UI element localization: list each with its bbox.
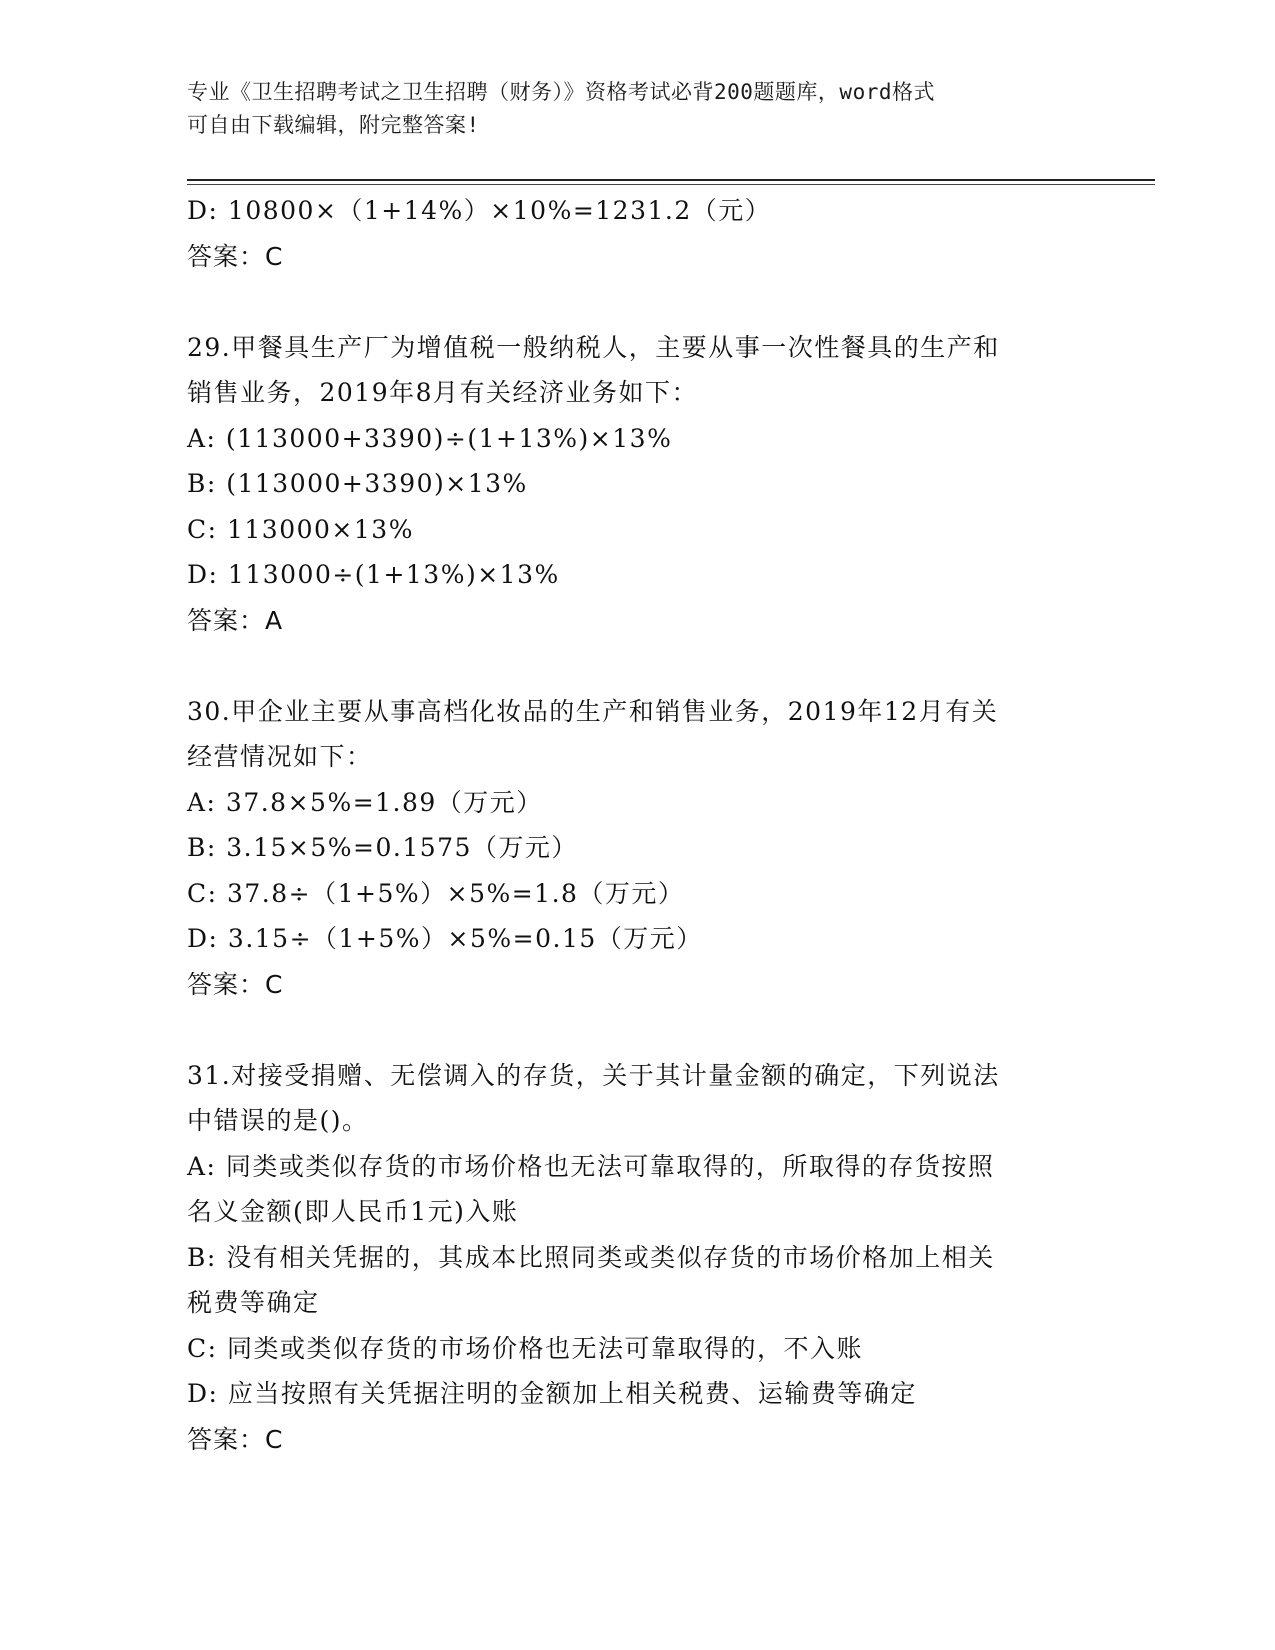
question-stem-line-1: 30.甲企业主要从事高档化妆品的生产和销售业务，2019年12月有关	[187, 696, 999, 726]
question-stem-line-2: 中错误的是()。	[187, 1106, 369, 1135]
spacer	[187, 643, 1087, 689]
option-d: D: 10800×（1+14%）×10%=1231.2（元）	[187, 196, 772, 225]
question-stem-line-1: 31.对接受捐赠、无偿调入的存货，关于其计量金额的确定，下列说法	[187, 1060, 1000, 1090]
question-stem-line-1: 29.甲餐具生产厂为增值税一般纳税人，主要从事一次性餐具的生产和	[187, 332, 1000, 362]
spacer	[187, 279, 1087, 325]
answer-line: 答案：C	[187, 1424, 284, 1454]
question-stem-line-2: 经营情况如下：	[187, 742, 373, 771]
option-a: A: 37.8×5%=1.89（万元）	[187, 787, 543, 817]
answer-line: 答案：C	[187, 241, 284, 271]
header-title-line-1: 专业《卫生招聘考试之卫生招聘（财务）》资格考试必背200题题库，word格式	[187, 80, 935, 104]
option-b: B: 3.15×5%=0.1575（万元）	[187, 833, 578, 862]
option-c: C: 同类或类似存货的市场价格也无法可靠取得的，不入账	[187, 1333, 864, 1363]
option-c: C: 113000×13%	[187, 514, 414, 544]
spacer	[187, 1007, 1087, 1053]
header-title-line-2: 可自由下载编辑，附完整答案!	[187, 113, 480, 137]
question-31	[187, 1053, 1087, 1463]
answer-line: 答案：C	[187, 969, 284, 999]
document-header	[187, 76, 1067, 142]
option-d: D: 应当按照有关凭据注明的金额加上相关税费、运输费等确定	[187, 1379, 917, 1408]
option-a-line-1: A: 同类或类似存货的市场价格也无法可靠取得的，所取得的存货按照	[187, 1151, 995, 1181]
question-30	[187, 689, 1087, 1008]
option-d: D: 3.15÷（1+5%）×5%=0.15（万元）	[187, 924, 703, 953]
question-stem-line-2: 销售业务，2019年8月有关经济业务如下：	[187, 378, 699, 407]
question-29	[187, 325, 1087, 644]
option-b: B: (113000+3390)×13%	[187, 469, 528, 498]
option-a: A: (113000+3390)÷(1+13%)×13%	[187, 423, 673, 453]
header-divider-thick	[187, 179, 1155, 181]
option-b-line-2: 税费等确定	[187, 1288, 320, 1317]
header-divider-thin	[187, 184, 1155, 185]
option-b-line-1: B: 没有相关凭据的，其成本比照同类或类似存货的市场价格加上相关	[187, 1242, 995, 1272]
answer-line: 答案：A	[187, 605, 284, 635]
option-a-line-2: 名义金额(即人民币1元)入账	[187, 1197, 519, 1226]
document-body	[187, 188, 1087, 1462]
question-28-tail	[187, 188, 1087, 279]
option-c: C: 37.8÷（1+5%）×5%=1.8（万元）	[187, 878, 685, 908]
option-d: D: 113000÷(1+13%)×13%	[187, 560, 560, 589]
